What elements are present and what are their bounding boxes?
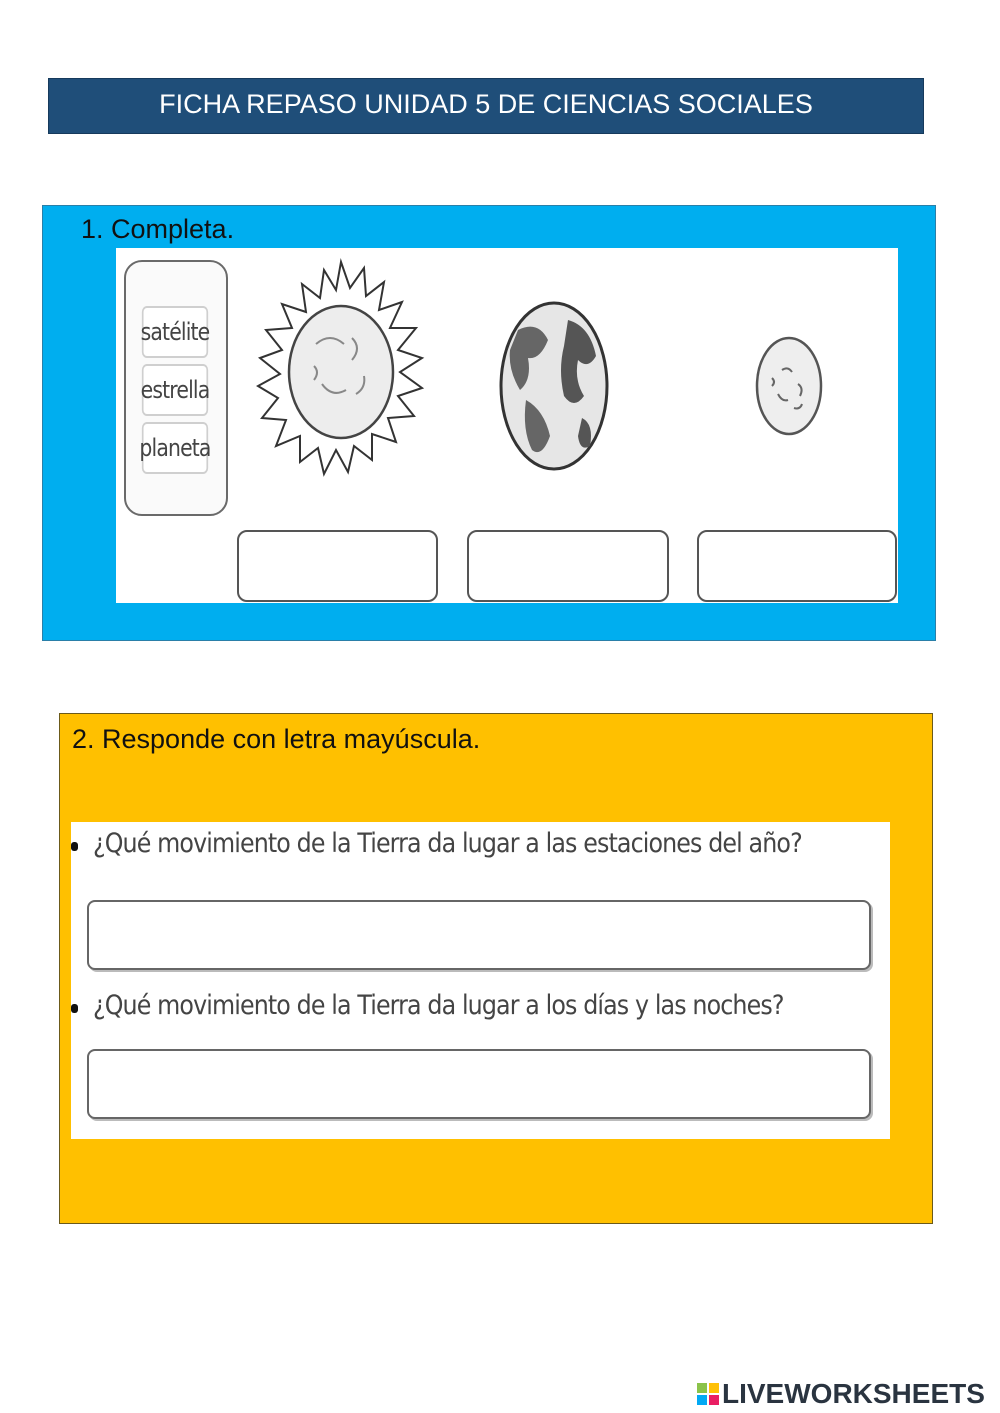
section-complete: [42, 205, 936, 641]
answer-input-1[interactable]: [87, 900, 871, 970]
answer-box-sun[interactable]: [237, 530, 438, 602]
liveworksheets-logo-icon: [697, 1383, 719, 1405]
section-1-heading: 1. Completa.: [81, 214, 235, 244]
liveworksheets-brand: [697, 1378, 985, 1410]
answer-box-earth[interactable]: [467, 530, 669, 602]
sun-icon: [256, 254, 426, 494]
section-2-heading: 2. Responde con letra mayúscula.: [72, 724, 481, 754]
exercise-1-image: [116, 248, 898, 603]
moon-icon: [754, 334, 824, 438]
word-bank-item: estrella: [142, 364, 208, 416]
word-bank-item: planeta: [142, 422, 208, 474]
answer-box-moon[interactable]: [697, 530, 897, 602]
exercise-2-image: [71, 822, 890, 1139]
answer-input-2[interactable]: [87, 1049, 871, 1119]
bullet-icon: [71, 1004, 78, 1013]
word-bank: [124, 260, 228, 516]
section-respond: [59, 713, 933, 1224]
word-bank-item: satélite: [142, 306, 208, 358]
earth-icon: [498, 300, 610, 472]
brand-name: LIVEWORKSHEETS: [722, 1378, 985, 1409]
bullet-icon: [71, 842, 78, 851]
question-1: ¿Qué movimiento de la Tierra da lugar a las estaciones del año?: [93, 828, 802, 859]
worksheet-title: FICHA REPASO UNIDAD 5 DE CIENCIAS SOCIALES: [48, 78, 924, 134]
question-2: ¿Qué movimiento de la Tierra da lugar a los días y las noches?: [93, 990, 784, 1021]
